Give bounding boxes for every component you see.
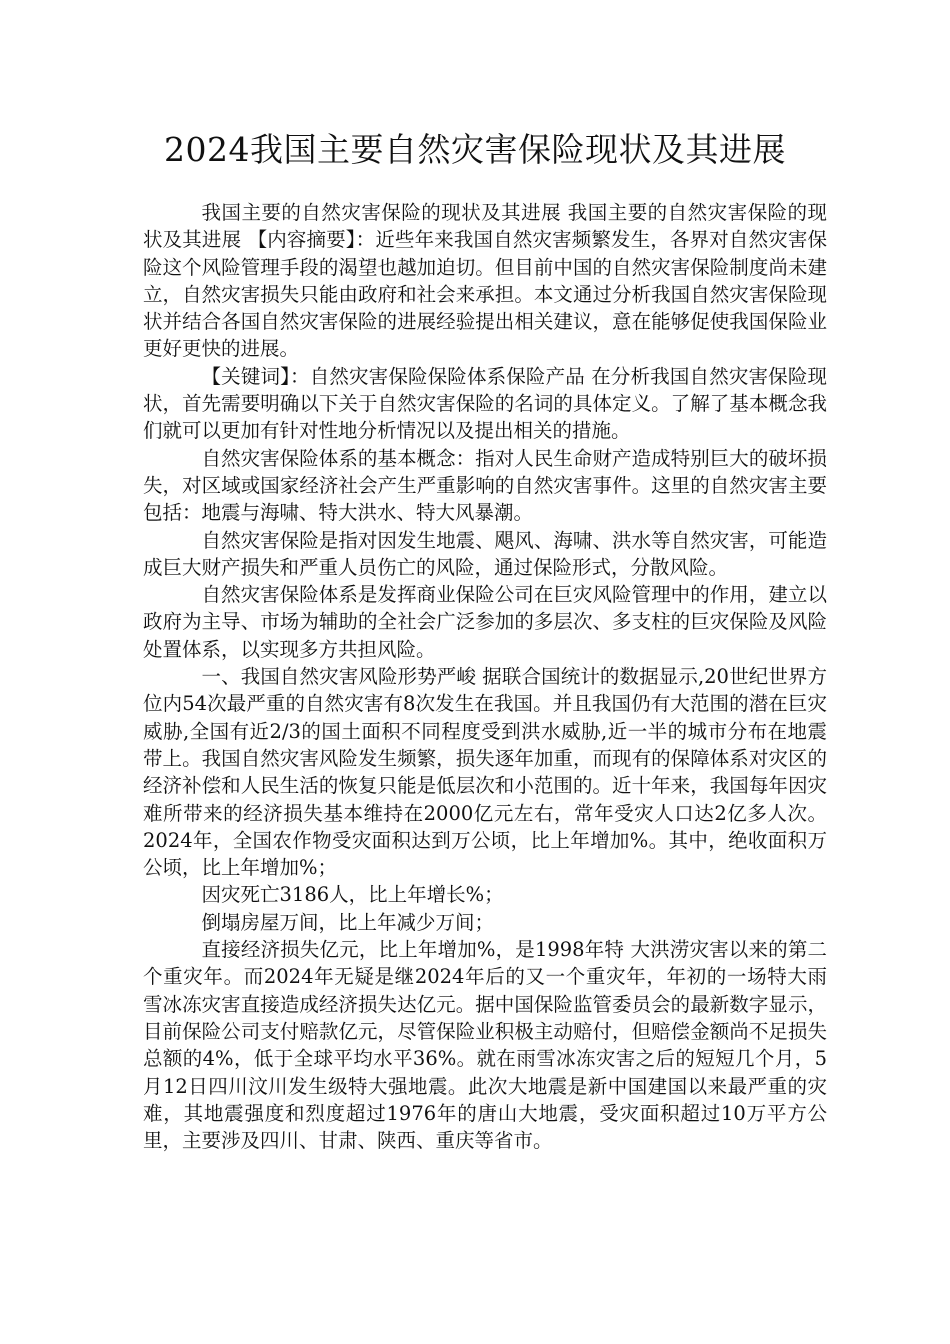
paragraph-keywords: 【关键词】：自然灾害保险保险体系保险产品 在分析我国自然灾害保险现状，首先需要明确以下关于自然灾害保险的名词的具体定义。了解了基本概念我们就可以更加有针对性地分析情况以及提出相关的措施。 [143, 364, 827, 443]
paragraph-section-one: 一、我国自然灾害风险形势严峻 据联合国统计的数据显示,20世纪世界方位内54次最严重的自然灾害有8次发生在我国。并且我国仍有大范围的潜在巨灾威胁,全国有近2/3的国土面积不同程度受到洪水威胁,近一半的城市分布在地震带上。我国自然灾害风险发生频繁，损失逐年加重，而现有的保障体系对灾区的经济补偿和人民生活的恢复只能是低层次和小范围的。近十年来，我国每年因灾难所带来的经济损失基本维持在2000亿元左右，常年受灾人口达2亿多人次。2024年，全国农作物受灾面积达到万公顷，比上年增加%。其中，绝收面积万公顷，比上年增加%； [143, 665, 827, 880]
paragraph-definition-system: 自然灾害保险体系的基本概念：指对人民生命财产造成特别巨大的破坏损失，对区域或国家经济社会产生严重影响的自然灾害事件。这里的自然灾害主要包括：地震与海啸、特大洪水、特大风暴潮。 [143, 446, 827, 525]
document-body [143, 199, 827, 1154]
paragraph-deaths: 因灾死亡3186人，比上年增长%； [201, 883, 504, 907]
paragraph-houses: 倒塌房屋万间，比上年减少万间； [201, 910, 495, 934]
document-title: 2024我国主要自然灾害保险现状及其进展 [164, 130, 786, 169]
paragraph-abstract: 我国主要的自然灾害保险的现状及其进展 我国主要的自然灾害保险的现状及其进展 【内容摘要】：近些年来我国自然灾害频繁发生，各界对自然灾害保险这个风险管理手段的渴望也越加迫切。但目前中国的自然灾害保险制度尚未建立，自然灾害损失只能由政府和社会来承担。本文通过分析我国自然灾害保险现状并结合各国自然灾害保险的进展经验提出相关建议，意在能够促使我国保险业更好更快的进展。 [143, 201, 827, 361]
paragraph-definition-insurance: 自然灾害保险是指对因发生地震、飓风、海啸、洪水等自然灾害，可能造成巨大财产损失和严重人员伤亡的风险，通过保险形式，分散风险。 [143, 528, 827, 579]
paragraph-economic-loss: 直接经济损失亿元，比上年增加%，是1998年特 大洪涝灾害以来的第二个重灾年。而2024年无疑是继2024年后的又一个重灾年，年初的一场特大雨雪冰冻灾害直接造成经济损失达亿元。据中国保险监管委员会的最新数字显示，目前保险公司支付赔款亿元，尽管保险业积极主动赔付，但赔偿金额尚不足损失总额的4%，低于全球平均水平36%。就在雨雪冰冻灾害之后的短短几个月，5月12日四川汶川发生级特大强地震。此次大地震是新中国建国以来最严重的灾难，其地震强度和烈度超过1976年的唐山大地震，受灾面积超过10万平方公里，主要涉及四川、甘肃、陕西、重庆等省市。 [143, 938, 827, 1153]
paragraph-insurance-system: 自然灾害保险体系是发挥商业保险公司在巨灾风险管理中的作用，建立以政府为主导、市场为辅助的全社会广泛参加的多层次、多支柱的巨灾保险及风险处置体系，以实现多方共担风险。 [143, 583, 827, 661]
